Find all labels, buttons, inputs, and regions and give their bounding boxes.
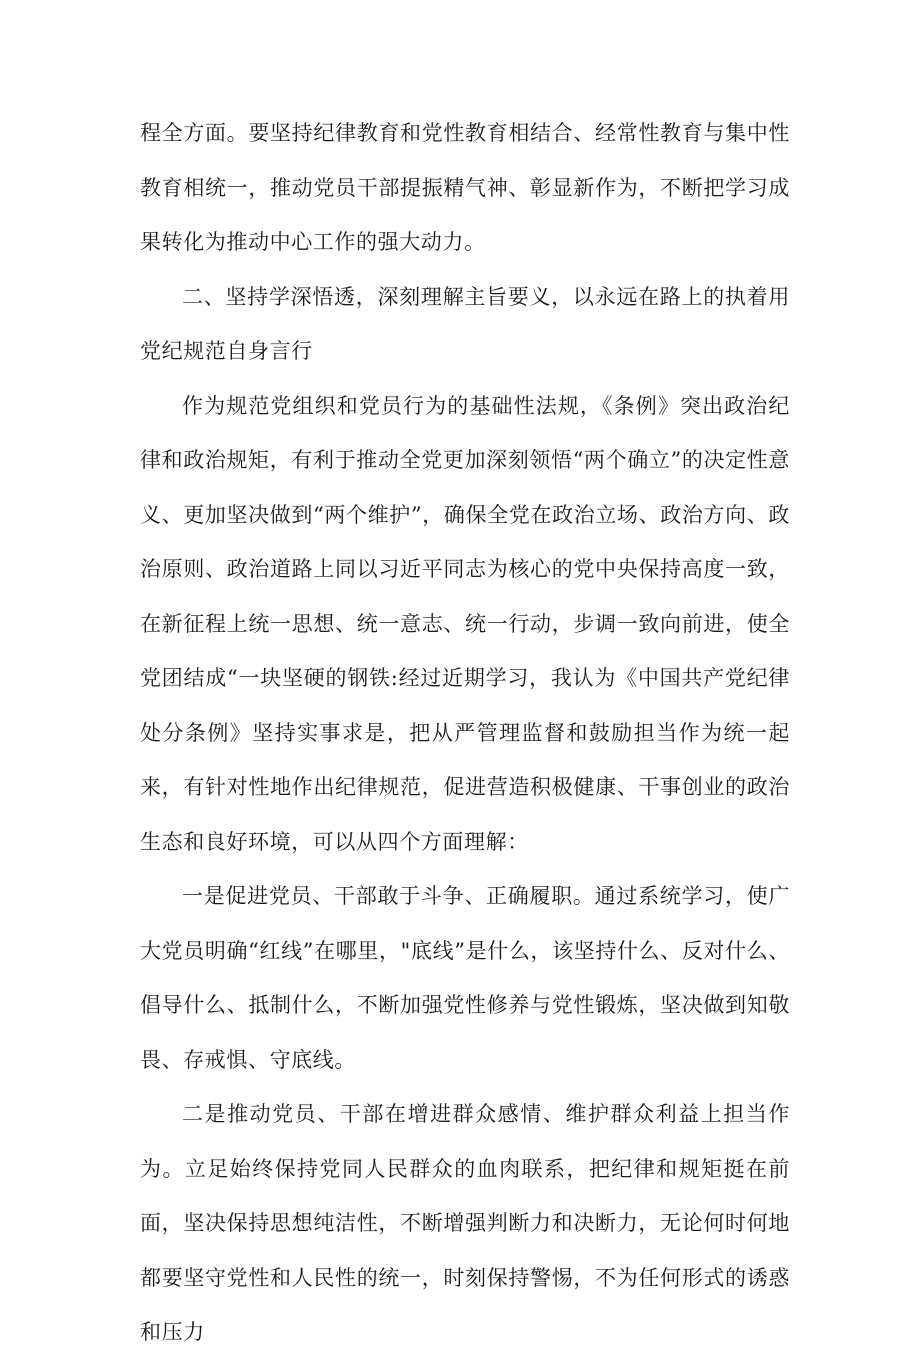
paragraph-point-two: 二是推动党员、干部在增进群众感情、维护群众利益上担当作为。立足始终保持党同人民群众的血肉联系，把纪律和规矩挺在前面，坚决保持思想纯洁性，不断增强判断力和决断力，无论何时何地都要坚守党性和人民性的统一，时刻保持警惕，不为任何形式的诱惑和压力 [140,1102,790,1344]
document-body [140,106,790,1360]
paragraph-regulation-overview: 作为规范党组织和党员行为的基础性法规，《条例》突出政治纪律和政治规矩，有利于推动全党更加深刻领悟“两个确立”的决定性意义、更加坚决做到“两个维护”，确保全党在政治立场、政治方向、政治原则、政治道路上同以习近平同志为核心的党中央保持高度一致，在新征程上统一思想、统一意志、统一行动，步调一致向前进，使全党团结成“一块坚硬的钢铁:经过近期学习，我认为《中国共产党纪律处分条例》坚持实事求是，把从严管理监督和鼓励担当作为统一起来，有针对性地作出纪律规范，促进营造积极健康、干事创业的政治生态和良好环境，可以从四个方面理解： [140,393,790,854]
section-heading: 二、坚持学深悟透，深刻理解主旨要义，以永远在路上的执着用党纪规范自身言行 [140,284,790,363]
paragraph-continuation: 程全方面。要坚持纪律教育和党性教育相结合、经常性教育与集中性教育相统一，推动党员干部提振精气神、彰显新作为，不断把学习成果转化为推动中心工作的强大动力。 [140,121,790,254]
paragraph-point-one: 一是促进党员、干部敢于斗争、正确履职。通过系统学习，使广大党员明确“红线”在哪里，"底线”是什么，该坚持什么、反对什么、倡导什么、抵制什么，不断加强党性修养与党性锻炼，坚决做到知敬畏、存戒惧、守底线。 [140,884,790,1072]
